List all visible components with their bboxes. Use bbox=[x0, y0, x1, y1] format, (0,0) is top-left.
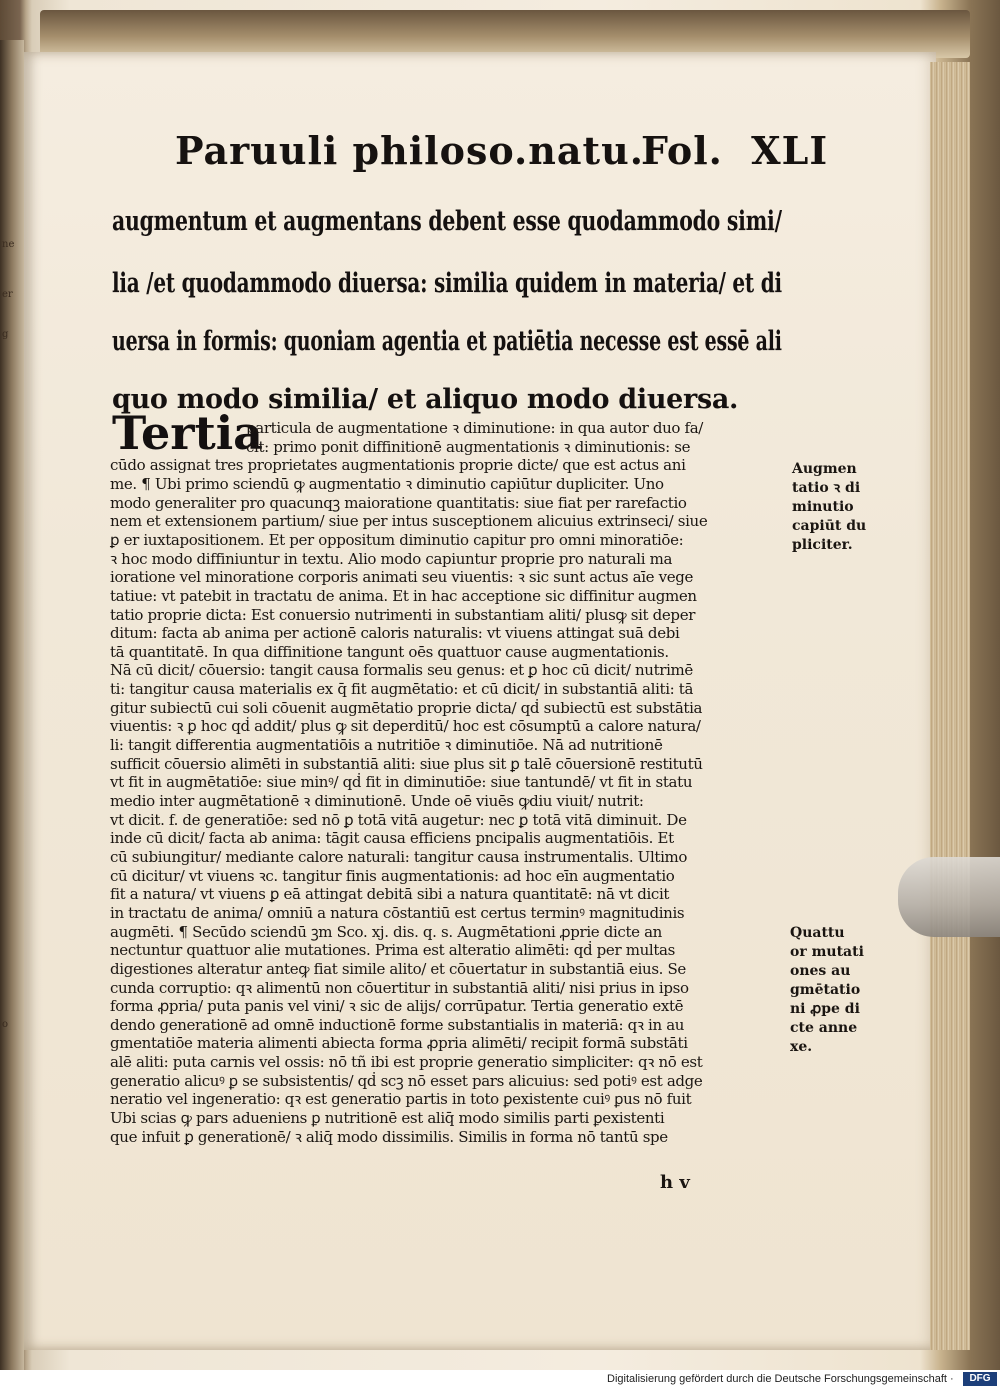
text-line: neratio vel ingeneratio: qꝛ est generatio partis in toto ꝑexistente cuiꝰ ꝑus nō fuit bbox=[110, 1090, 692, 1109]
text-line: modo generaliter pro quacunqꝫ maioratione quantitatis: siue fiat per rarefactio bbox=[110, 493, 687, 512]
text-line: nem et extensionem partium/ siue per intus susceptionem alicuius extrinseci/ siue bbox=[110, 512, 708, 531]
text-line: cū dicitur/ vt viuens ꝛc. tangitur finis augmentationis: ad hoc eīn augmentatio bbox=[110, 866, 675, 885]
text-line: tatiue: vt patebit in tractatu de anima. Et in hac acceptione sic diffinitur augmen bbox=[110, 586, 697, 605]
text-line: fit a natura/ vt viuens ꝑ eā attingat debitā sibi a natura quantitatē: nā vt dicit bbox=[110, 885, 670, 904]
folio-label: Fol. XLI bbox=[641, 128, 829, 173]
text-line: generatio alicuꝰ ꝑ se subsistentis/ qḋ scꝫ nō esset pars alicuius: sed potiꝰ est adge bbox=[110, 1071, 703, 1090]
text-line: que infuit ꝑ generationē/ ꝛ aliq̄ modo dissimilis. Similis in forma nō tantū spe bbox=[110, 1127, 668, 1146]
margin-note-line: ni ꝓpe di bbox=[790, 1001, 860, 1017]
text-line: vt fit in augmētatiōe: siue minꝰ/ qḋ fit in diminutiōe: siue tantundē/ vt fit in statu bbox=[110, 773, 693, 792]
text-line: augmēti. ¶ Secūdo sciendū ꝫm Sco. xj. dis. q. s. Augmētationi ꝓprie dicte an bbox=[110, 922, 662, 941]
margin-note-line: ones au bbox=[790, 963, 851, 979]
margin-note-line: cte anne bbox=[790, 1020, 858, 1036]
margin-note-line: capiūt du bbox=[792, 518, 867, 534]
running-title: Paruuli philoso.natu. bbox=[175, 128, 644, 173]
text-line: tatio proprie dicta: Est conuersio nutrimenti in substantiam aliti/ plusꝙ sit deper bbox=[110, 605, 696, 624]
text-line: ꝛ hoc modo diffiniuntur in textu. Alio modo capiuntur proprie pro naturali ma bbox=[110, 549, 673, 568]
margin-note-line: or mutati bbox=[790, 944, 864, 960]
text-line: cit: primo ponit diffinitionē augmentationis ꝛ diminutionis: se bbox=[246, 437, 691, 456]
text-line: alē aliti: puta carnis vel ossis: nō tñ ibi est proprie generatio simpliciter: qꝛ nō est bbox=[110, 1053, 703, 1072]
text-line: dendo generationē ad omnē inductionē forme substantialis in materiā: qꝛ in au bbox=[110, 1015, 685, 1034]
large-text-line: lia /et quodammodo diuersa: similia quidem in materia/ et di bbox=[112, 268, 782, 299]
margin-note-line: pliciter. bbox=[792, 537, 853, 553]
text-line: nectuntur quattuor alie mutationes. Prima est alteratio alimēti: qḋ per multas bbox=[110, 941, 675, 960]
text-line: sufficit cōuersio alimēti in substantiā aliti: siue plus sit ꝑ talē cōuersionē restitutū bbox=[110, 754, 703, 773]
text-line: tā quantitatē. In qua diffinitione tangunt oēs quattuor cause augmentationis. bbox=[110, 642, 669, 661]
page-clamp bbox=[898, 857, 1000, 937]
large-text-line: quo modo similia/ et aliquo modo diuersa. bbox=[112, 384, 739, 415]
large-text-line: augmentum et augmentans debent esse quodammodo simi/ bbox=[112, 206, 782, 237]
running-head bbox=[175, 128, 835, 173]
text-line: viuentis: ꝛ ꝑ hoc qḋ addit/ plus ꝙ sit deperditū/ hoc est cōsumptū a calore natura/ bbox=[110, 717, 701, 736]
facing-page-fragment: er bbox=[2, 289, 13, 300]
text-line: inde cū dicit/ facta ab anima: tāgit causa efficiens pncipalis augmentatiōis. Et bbox=[110, 829, 674, 848]
facing-page-fragment: g bbox=[2, 329, 9, 340]
facing-page-edge bbox=[0, 40, 24, 1370]
text-line: vt dicit. f. de generatiōe: sed nō ꝑ totā vitā augetur: nec ꝑ totā vitā diminuit. De bbox=[110, 810, 687, 829]
text-line: medio inter augmētationē ꝛ diminutionē. Unde oē viuēs ꝙdiu viuit/ nutrit: bbox=[110, 792, 644, 810]
text-line: me. ¶ Ubi primo sciendū ꝙ augmentatio ꝛ diminutio capiūtur dupliciter. Uno bbox=[110, 474, 664, 493]
text-line: cū subiungitur/ mediante calore naturali: tangitur causa instrumentalis. Ultimo bbox=[110, 847, 688, 866]
margin-note-line: gmētatio bbox=[790, 982, 861, 998]
text-line: in tractatu de anima/ omniū a natura cōstantiū est certus terminꝰ magnitudinis bbox=[110, 903, 685, 922]
text-line: gmentatiōe materia alimenti abiecta forma ꝓpria alimēti/ recipit formā substāti bbox=[110, 1034, 688, 1053]
text-line: ti: tangitur causa materialis ex q̄ fit augmētatio: et cū dicit/ in substantiā aliti: tā bbox=[110, 680, 694, 699]
book-cover-top-edge bbox=[40, 10, 970, 58]
signature-mark: h v bbox=[660, 1172, 690, 1193]
text-line: cunda corruptio: qꝛ alimentū non cōuertitur in substantiā aliti/ nisi prius in ipso bbox=[110, 978, 689, 997]
text-line: forma ꝓpria/ puta panis vel vini/ ꝛ sic de alijs/ corrūpatur. Tertia generatio extē bbox=[110, 997, 684, 1016]
large-text-line: uersa in formis: quoniam agentia et patiētia necesse est essē ali bbox=[112, 326, 782, 357]
text-line: gitur subiectū cui soli cōuenit augmētatio proprie dicta/ qḋ subiectū est substātia bbox=[110, 698, 703, 717]
margin-note-line: tatio ꝛ di bbox=[792, 480, 861, 496]
page-stack-edges bbox=[930, 62, 970, 1350]
text-line: ditum: facta ab anima per actionē caloris naturalis: vt viuens attingat suā debi bbox=[110, 624, 680, 643]
margin-note-line: Augmen bbox=[792, 461, 857, 477]
margin-note-line: Quattu bbox=[790, 925, 845, 941]
footer-credit: Digitalisierung gefördert durch die Deutsche Forschungsgemeinschaft · bbox=[607, 1373, 954, 1385]
text-line: digestiones alteratur anteꝙ fiat simile alito/ et cōuertatur in substantiā eius. Se bbox=[110, 959, 686, 978]
margin-note-line: minutio bbox=[792, 499, 854, 515]
text-line: Nā cū dicit/ cōuersio: tangit causa formalis seu genus: et ꝑ hoc cū dicit/ nutrimē bbox=[110, 661, 693, 680]
text-line: li: tangit differentia augmentatiōis a nutritiōe ꝛ diminutiōe. Nā ad nutritionē bbox=[110, 736, 663, 755]
text-line: ioratione vel minoratione corporis animati seu viuentis: ꝛ sic sunt actus aīe vege bbox=[110, 568, 694, 587]
folio-number: XLI bbox=[751, 128, 829, 173]
initial-word: Tertia bbox=[112, 406, 263, 460]
facing-page-fragment: ne bbox=[2, 239, 15, 250]
text-line: cūdo assignat tres proprietates augmentationis proprie dicte/ que est actus ani bbox=[110, 456, 686, 475]
margin-note-line: xe. bbox=[790, 1039, 813, 1055]
dfg-logo: DFG bbox=[963, 1372, 997, 1386]
text-line: Ubi scias ꝙ pars adueniens ꝑ nutritionē est aliq̄ modo similis parti ꝑexistenti bbox=[110, 1109, 665, 1128]
text-line: particula de augmentatione ꝛ diminutione: in qua autor duo fa/ bbox=[246, 419, 704, 437]
facing-page-fragment: o bbox=[2, 1019, 9, 1030]
text-line: ꝑ er iuxtapositionem. Et per oppositum diminutio capitur pro omni minoratiōe: bbox=[110, 530, 684, 549]
